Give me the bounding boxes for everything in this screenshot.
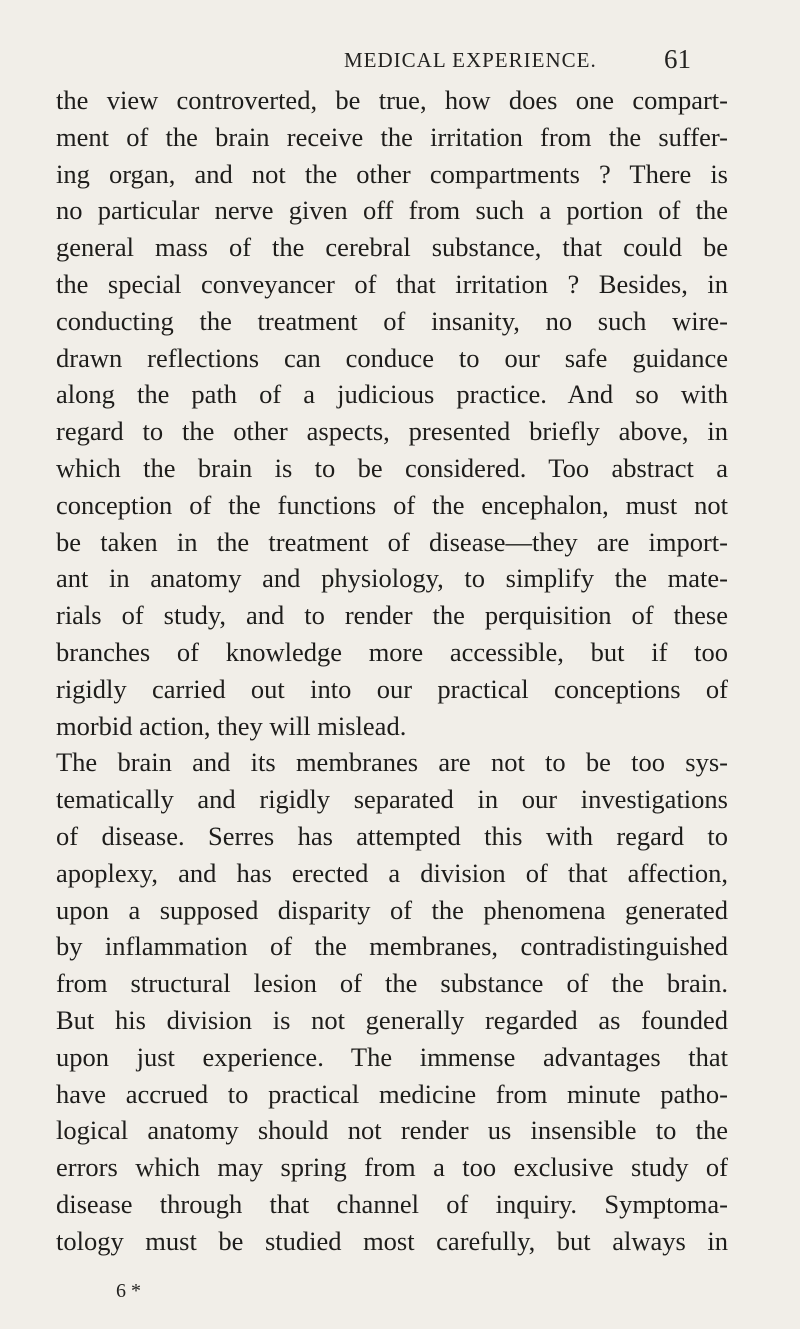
text-line: along the path of a judicious practice. And so with	[56, 379, 728, 410]
text-line: upon a supposed disparity of the phenomena generated	[56, 894, 728, 925]
text-line: apoplexy, and has erected a division of that affection,	[56, 857, 728, 888]
text-line: logical anatomy should not render us insensible to the	[56, 1115, 728, 1146]
text-line: disease through that channel of inquiry. Symptoma-	[56, 1188, 728, 1219]
text-line: conducting the treatment of insanity, no such wire-	[56, 305, 728, 336]
running-head	[0, 46, 800, 80]
text-line: ing organ, and not the other compartments ? There is	[56, 158, 728, 189]
running-title: MEDICAL EXPERIENCE.	[344, 48, 597, 72]
text-line: general mass of the cerebral substance, that could be	[56, 232, 728, 263]
text-line: from structural lesion of the substance of the brain.	[56, 968, 728, 999]
text-line: be taken in the treatment of disease—they are import-	[56, 526, 728, 557]
text-line: errors which may spring from a too exclusive study of	[56, 1152, 728, 1183]
text-line: the view controverted, be true, how does one compart-	[56, 85, 728, 115]
paragraph-end-line: morbid action, they will mislead.	[56, 710, 407, 741]
text-line: tematically and rigidly separated in our investigations	[56, 784, 728, 815]
text-line: by inflammation of the membranes, contradistinguished	[56, 931, 728, 962]
body-text	[56, 82, 728, 1260]
text-line: upon just experience. The immense advantages that	[56, 1041, 728, 1072]
text-line: drawn reflections can conduce to our safe guidance	[56, 342, 728, 373]
text-line: ant in anatomy and physiology, to simplify the mate-	[56, 563, 728, 594]
text-line: But his division is not generally regarded as founded	[56, 1004, 728, 1035]
text-line: have accrued to practical medicine from minute patho-	[56, 1078, 728, 1109]
text-line: no particular nerve given off from such a portion of the	[56, 195, 728, 226]
signature-mark: 6 *	[116, 1280, 141, 1302]
text-line: regard to the other aspects, presented briefly above, in	[56, 416, 728, 447]
text-line: conception of the functions of the encephalon, must not	[56, 489, 728, 520]
text-line: branches of knowledge more accessible, but if too	[56, 636, 728, 667]
text-line: tology must be studied most carefully, but always in	[56, 1225, 728, 1256]
text-line: of disease. Serres has attempted this with regard to	[56, 820, 728, 851]
text-line: rigidly carried out into our practical conceptions of	[56, 673, 728, 704]
text-line: rials of study, and to render the perquisition of these	[56, 600, 728, 631]
text-line: the special conveyancer of that irritation ? Besides, in	[56, 268, 728, 299]
text-line: ment of the brain receive the irritation from the suffer-	[56, 121, 728, 152]
text-line: which the brain is to be considered. Too abstract a	[56, 452, 728, 483]
page-number: 61	[664, 44, 691, 74]
paragraph-start-line: The brain and its membranes are not to be too sys-	[56, 747, 728, 778]
